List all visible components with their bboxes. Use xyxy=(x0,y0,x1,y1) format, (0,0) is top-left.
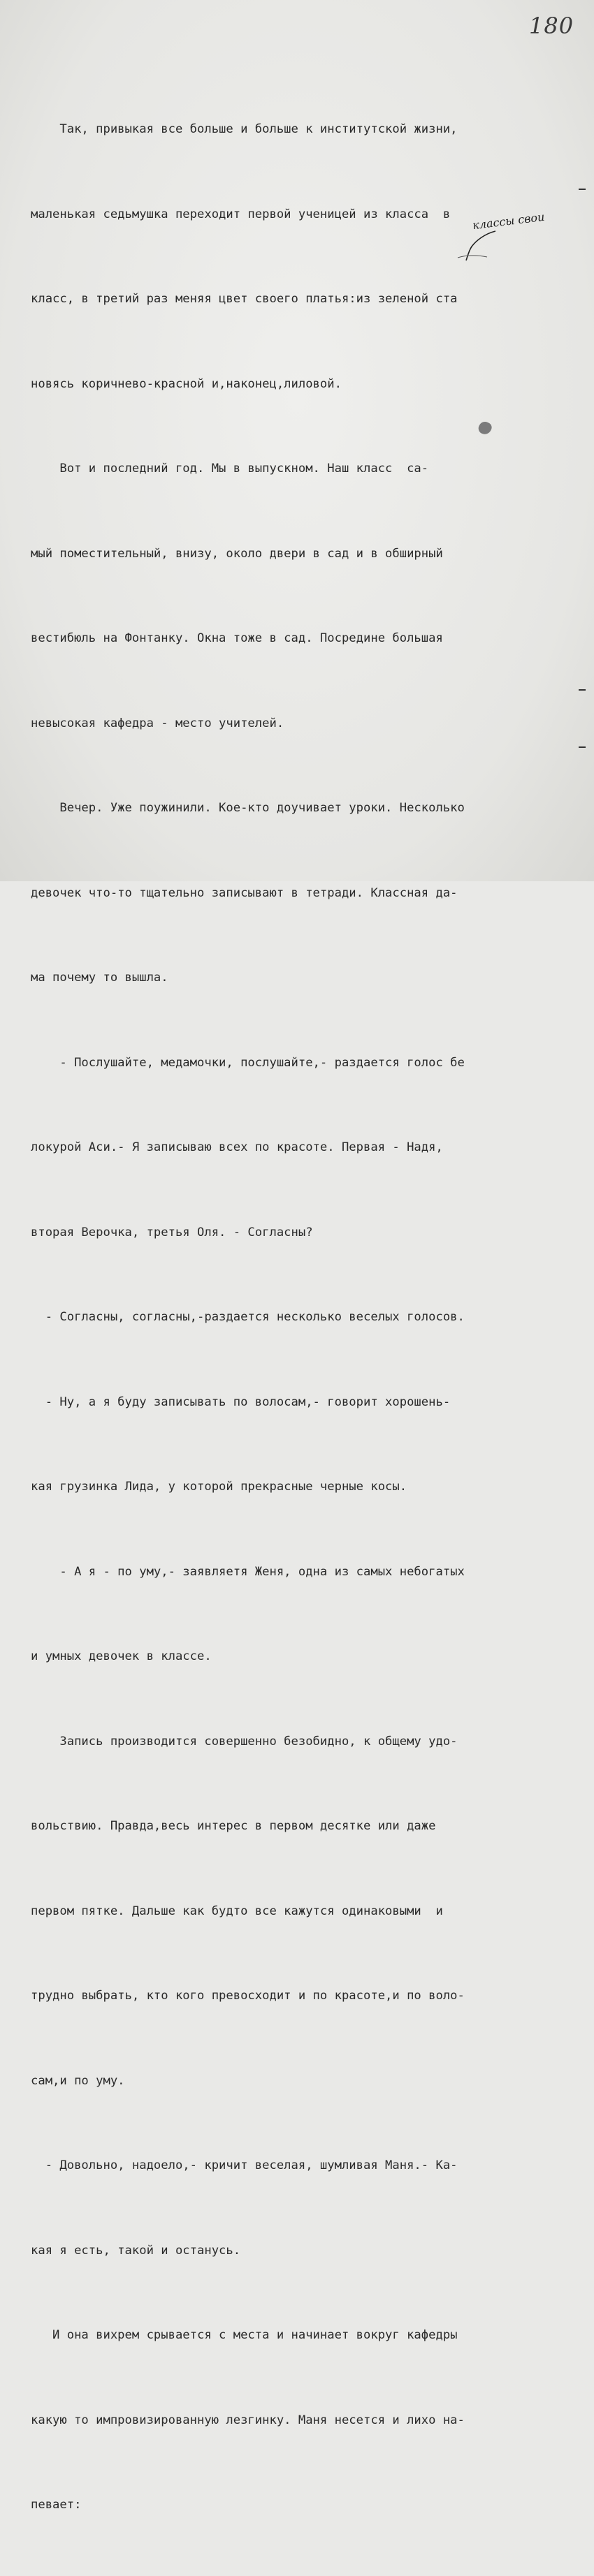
text-line: вторая Верочка, третья Оля. - Согласны? xyxy=(31,1225,313,1239)
text-line: мый поместительный, внизу, около двери в сад и в обширный xyxy=(31,546,443,561)
text-line: Так, привыкая все больше и больше к институтской жизни, xyxy=(31,122,458,136)
text-line: сам,и по уму. xyxy=(31,2073,125,2088)
handwritten-annotation: классы свои xyxy=(472,209,546,233)
text-line: девочек что-то тщательно записывают в тетради. Классная да- xyxy=(31,885,458,900)
text-line: - А я - по уму,- заявляетя Женя, одна из самых небогатых xyxy=(31,1564,465,1579)
insertion-mark xyxy=(456,227,497,262)
text-line: Запись производится совершенно безобидно, к общему удо- xyxy=(31,1734,458,1749)
hyphen-mark xyxy=(579,189,586,190)
hyphen-mark xyxy=(579,689,586,691)
text-line: вестибюль на Фонтанку. Окна тоже в сад. Посредине большая xyxy=(31,631,443,645)
text-line: невысокая кафедра - место учителей. xyxy=(31,716,284,730)
typed-text-body xyxy=(31,59,583,2576)
text-line: певает: xyxy=(31,2498,82,2512)
text-line: маленькая седьмушка переходит первой ученицей из класса в xyxy=(31,207,451,221)
text-line: локурой Аси.- Я записываю всех по красоте. Первая - Надя, xyxy=(31,1140,443,1154)
text-line: первом пятке. Дальше как будто все кажутся одинаковыми и xyxy=(31,1904,443,1918)
page-number: 180 xyxy=(529,13,574,39)
text-line: новясь коричнево-красной и,наконец,лиловой. xyxy=(31,376,342,391)
text-line: Вот и последний год. Мы в выпускном. Наш класс са- xyxy=(31,462,429,476)
text-line: - Довольно, надоело,- кричит веселая, шумливая Маня.- Ка- xyxy=(31,2158,458,2172)
hyphen-mark xyxy=(579,746,586,748)
text-line: - Послушайте, медамочки, послушайте,- раздается голос бе xyxy=(31,1055,465,1070)
text-line: класс, в третий раз меняя цвет своего платья:из зеленой ста xyxy=(31,292,458,306)
text-line: трудно выбрать, кто кого превосходит и по красоте,и по воло- xyxy=(31,1989,465,2003)
text-line: вольствию. Правда,весь интерес в первом десятке или даже xyxy=(31,1819,436,1833)
text-line: Вечер. Уже поужинили. Кое-кто доучивает уроки. Несколько xyxy=(31,801,465,815)
text-line: И она вихрем срывается с места и начинает вокруг кафедры xyxy=(31,2328,458,2342)
text-line: кая я есть, такой и останусь. xyxy=(31,2243,241,2258)
text-line: какую то импровизированную лезгинку. Маня несется и лихо на- xyxy=(31,2413,465,2427)
text-line: - Ну, а я буду записывать по волосам,- говорит хорошень- xyxy=(31,1394,451,1409)
text-line: ма почему то вышла. xyxy=(31,971,168,985)
text-line: - Согласны, согласны,-раздается несколько веселых голосов. xyxy=(31,1310,465,1324)
text-line: кая грузинка Лида, у которой прекрасные черные косы. xyxy=(31,1480,407,1494)
text-line: и умных девочек в классе. xyxy=(31,1649,212,1663)
